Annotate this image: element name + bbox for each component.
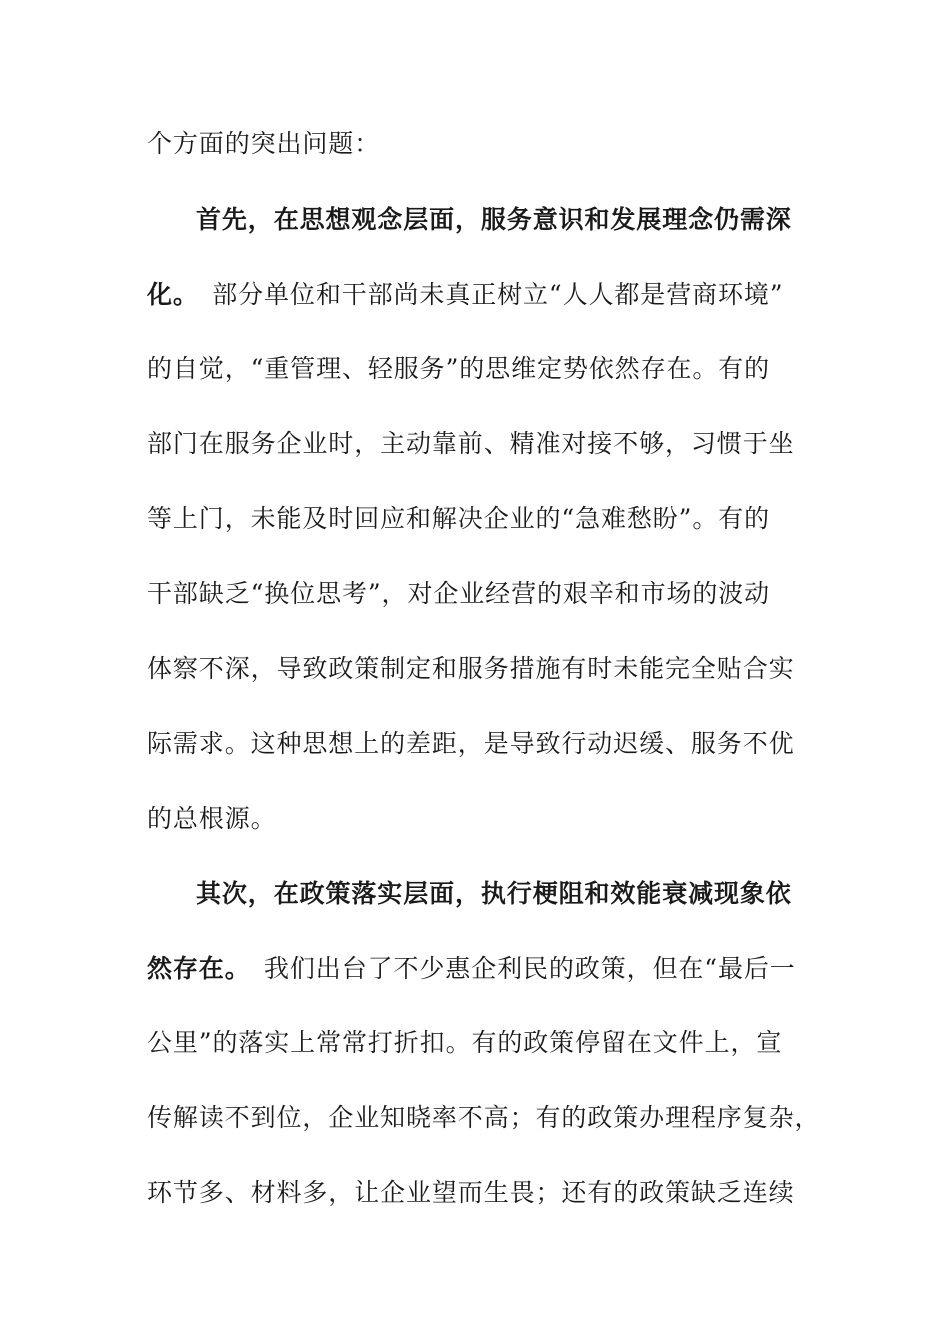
text-line-5 (147, 424, 797, 464)
text-line-7 (147, 574, 797, 614)
line-text: 体察不深，导致政策制定和服务措施有时未能完全贴合实 (147, 654, 795, 683)
heading-text: 其次，在政策落实层面，执行梗阻和效能衰减现象依 (196, 879, 792, 908)
text-line-3 (147, 275, 797, 315)
line-text: 传解读不到位，企业知晓率不高；有的政策办理程序复杂， (147, 1103, 821, 1132)
line-text: 的总根源。 (147, 804, 277, 833)
line-text: 干部缺乏“换位思考”，对企业经营的艰辛和市场的波动 (147, 579, 771, 608)
line-text: 个方面的突出问题： (147, 129, 381, 158)
text-line-8 (147, 649, 797, 689)
line-text: 部门在服务企业时，主动靠前、精准对接不够，习惯于坐 (147, 429, 795, 458)
heading-line-2 (196, 874, 846, 914)
heading-line-1 (196, 200, 846, 240)
text-line-1 (147, 124, 797, 164)
text-line-14 (147, 1098, 821, 1138)
text-line-6 (147, 499, 797, 539)
text-line-15 (147, 1173, 797, 1213)
text-line-13 (147, 1023, 797, 1063)
heading-text-end: 化。 (147, 280, 187, 309)
line-text: 部分单位和干部尚未真正树立“人人都是营商环境” (186, 280, 784, 309)
line-text: 环节多、材料多，让企业望而生畏；还有的政策缺乏连续 (147, 1178, 795, 1207)
line-text: 等上门，未能及时回应和解决企业的“急难愁盼”。有的 (147, 504, 771, 533)
text-line-12 (147, 949, 797, 989)
line-text: 我们出台了不少惠企利民的政策，但在“最后一 (238, 954, 796, 983)
heading-text: 首先，在思想观念层面，服务意识和发展理念仍需深 (196, 205, 792, 234)
text-line-4 (147, 349, 797, 389)
text-line-9 (147, 724, 797, 764)
line-text: 公里”的落实上常常打折扣。有的政策停留在文件上，宣 (147, 1028, 783, 1057)
heading-text-end: 然存在。 (147, 954, 239, 983)
line-text: 际需求。这种思想上的差距，是导致行动迟缓、服务不优 (147, 729, 795, 758)
line-text: 的自觉，“重管理、轻服务”的思维定势依然存在。有的 (147, 354, 771, 383)
text-line-10 (147, 799, 797, 839)
